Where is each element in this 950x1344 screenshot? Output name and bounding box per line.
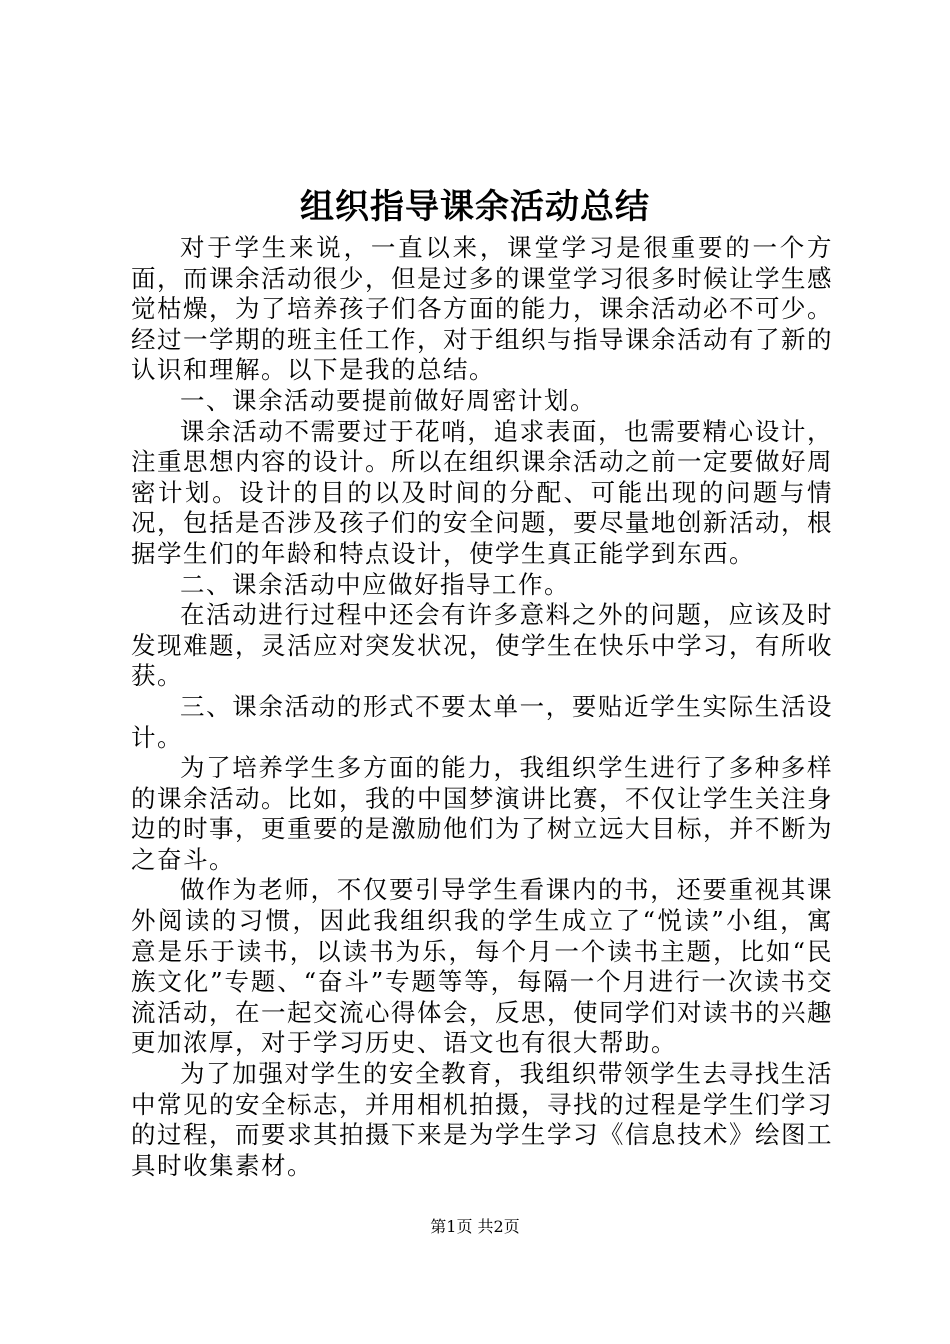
- section-heading-1: 一、课余活动要提前做好周密计划。: [180, 385, 596, 415]
- intro-paragraph: 对于学生来说，一直以来，课堂学习是很重要的一个方面，而课余活动很少，但是过多的课堂学习很多时候让学生感觉枯燥，为了培养孩子们各方面的能力，课余活动必不可少。经过一学期的班主任工作，对于组织与指导课余活动有了新的认识和理解。以下是我的总结。: [131, 233, 833, 385]
- section-paragraph-3a: 为了培养学生多方面的能力，我组织学生进行了多种多样的课余活动。比如，我的中国梦演讲比赛，不仅让学生关注身边的时事，更重要的是激励他们为了树立远大目标，并不断为之奋斗。: [131, 753, 833, 874]
- section-paragraph-2: 在活动进行过程中还会有许多意料之外的问题，应该及时发现难题，灵活应对突发状况，使学生在快乐中学习，有所收获。: [131, 600, 833, 691]
- section-heading-2: 二、课余活动中应做好指导工作。: [180, 569, 570, 599]
- document-body: [131, 233, 833, 1181]
- document-title: 组织指导课余活动总结: [300, 187, 650, 227]
- section-heading-3: 三、课余活动的形式不要太单一，要贴近学生实际生活设计。: [131, 691, 833, 752]
- section-paragraph-1: 课余活动不需要过于花哨，追求表面，也需要精心设计，注重思想内容的设计。所以在组织课余活动之前一定要做好周密计划。设计的目的以及时间的分配、可能出现的问题与情况，包括是否涉及孩子们的安全问题，要尽量地创新活动，根据学生们的年龄和特点设计，使学生真正能学到东西。: [131, 416, 833, 568]
- section-paragraph-3c: 为了加强对学生的安全教育，我组织带领学生去寻找生活中常见的安全标志，并用相机拍摄，寻找的过程是学生们学习的过程，而要求其拍摄下来是为学生学习《信息技术》绘图工具时收集素材。: [131, 1059, 833, 1180]
- section-paragraph-3b: 做作为老师，不仅要引导学生看课内的书，还要重视其课外阅读的习惯，因此我组织我的学生成立了“悦读”小组，寓意是乐于读书，以读书为乐，每个月一个读书主题，比如“民族文化”专题、“奋斗”专题等等，每隔一个月进行一次读书交流活动，在一起交流心得体会，反思，使同学们对读书的兴趣更加浓厚，对于学习历史、语文也有很大帮助。: [131, 875, 833, 1058]
- page-footer: 第1页 共2页: [430, 1217, 520, 1236]
